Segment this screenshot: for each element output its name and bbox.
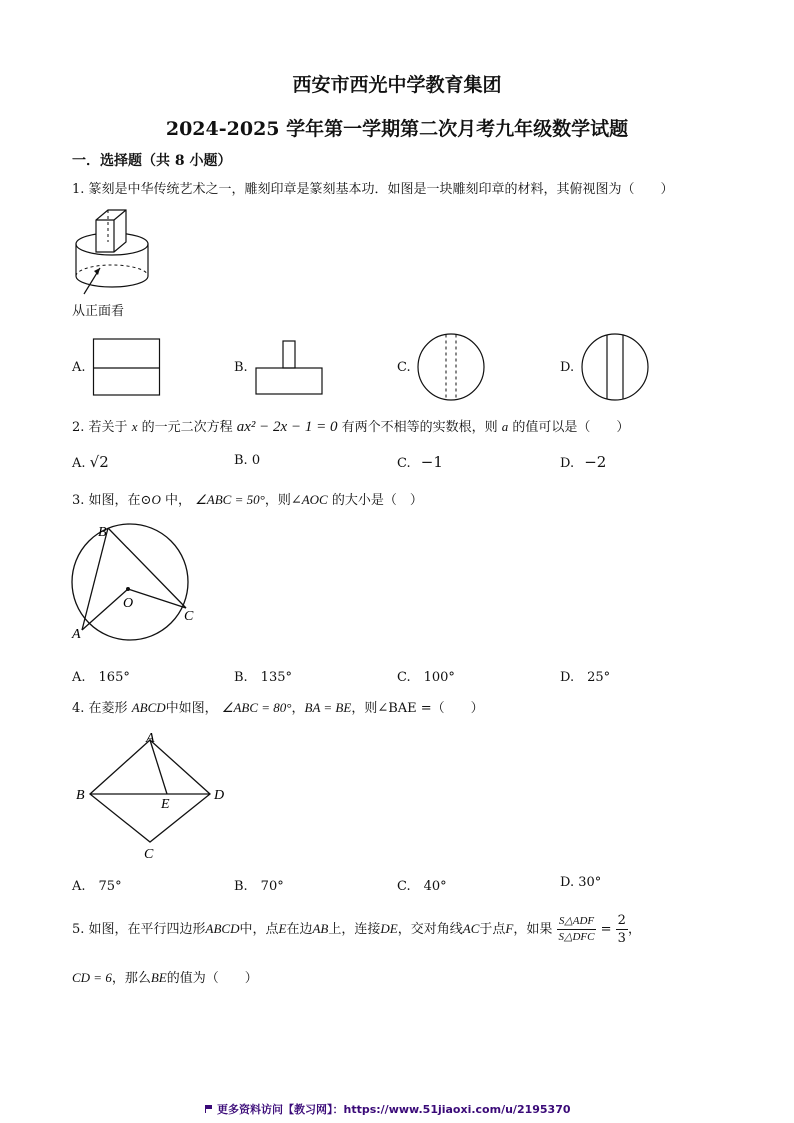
q4-option-d[interactable]: D. 30°	[560, 875, 602, 890]
question-5-text: 5. 如图，在平行四边形ABCD中，点E在边AB上，连接DE，交对角线AC于点F，如果 $\frac{\text{S△ADF}}{\text{S△DFC}}$ = $\frac{2}{3}$ ，	[72, 913, 641, 946]
q3-label-c: C	[184, 609, 194, 624]
q2-option-c[interactable]: C. −1	[397, 453, 443, 471]
question-2-text: 2. 若关于 x 的一元二次方程 ax² − 2x − 1 = 0 有两个不相等的实数根，则 a 的值可以是（ ）	[72, 419, 630, 435]
school-title: 西安市西光中学教育集团	[292, 74, 502, 96]
ratio-value-fraction: $\frac{2}{3}$	[617, 913, 626, 946]
q4-option-b[interactable]: B. 70°	[234, 879, 284, 894]
q4-label-a: A	[146, 731, 155, 746]
q4-rhombus-figure	[72, 728, 232, 863]
question-1-text: 1. 篆刻是中华传统艺术之一，雕刻印章是篆刻基本功．如图是一块雕刻印章的材料，其俯视图为（ ）	[72, 182, 674, 197]
exam-title: 2024-2025 学年第一学期第二次月考九年级数学试题	[165, 118, 629, 140]
q1-option-a-figure	[93, 338, 163, 398]
question-4-text: 4. 在菱形 ABCD中如图， ∠ABC = 80°，BA = BE，则∠BAE =（ ）	[72, 700, 484, 716]
q3-option-b[interactable]: B. 135°	[234, 670, 292, 685]
view-direction-caption: 从正面看	[72, 304, 125, 319]
q2-option-a[interactable]: A. √2	[72, 453, 109, 471]
q1-option-d-figure	[581, 333, 653, 405]
q1-option-d[interactable]: D.	[560, 360, 575, 375]
q4-label-b: B	[76, 788, 85, 803]
q1-option-c[interactable]: C.	[397, 360, 411, 375]
footer-link[interactable]: 更多资料访问【教习网】：https://www.51jiaoxi.com/u/2195370	[205, 1101, 571, 1117]
q3-option-c[interactable]: C. 100°	[397, 670, 455, 685]
q4-option-c[interactable]: C. 40°	[397, 879, 447, 894]
area-ratio-fraction: $\frac{\text{S△ADF}}{\text{S△DFC}}$	[558, 915, 595, 943]
question-3-text: 3. 如图，在⊙O 中， ∠ABC = 50°，则∠AOC 的大小是（ ）	[72, 492, 423, 508]
q4-option-a[interactable]: A. 75°	[72, 879, 122, 894]
q1-option-a[interactable]: A.	[72, 360, 86, 375]
q3-label-o: O	[123, 596, 134, 611]
q1-option-c-figure	[417, 333, 489, 405]
flag-icon	[205, 1105, 214, 1113]
q3-option-a[interactable]: A. 165°	[72, 670, 130, 685]
q1-option-b-figure	[255, 340, 327, 398]
q3-label-b: B	[98, 525, 107, 540]
question-5-text-line2: CD = 6，那么BE的值为（ ）	[72, 970, 258, 986]
q1-option-b[interactable]: B.	[234, 360, 248, 375]
q4-label-c: C	[144, 847, 154, 862]
q2-option-d[interactable]: D. −2	[560, 453, 607, 471]
q4-label-e: E	[161, 797, 170, 812]
seal-material-figure	[72, 208, 162, 308]
section-heading: 一．选择题（共 8 小题）	[72, 153, 232, 169]
q3-label-a: A	[72, 627, 81, 642]
q2-option-b[interactable]: B. 0	[234, 453, 261, 468]
q3-circle-figure	[68, 522, 208, 647]
q3-option-d[interactable]: D. 25°	[560, 670, 611, 685]
q4-label-d: D	[214, 788, 225, 803]
